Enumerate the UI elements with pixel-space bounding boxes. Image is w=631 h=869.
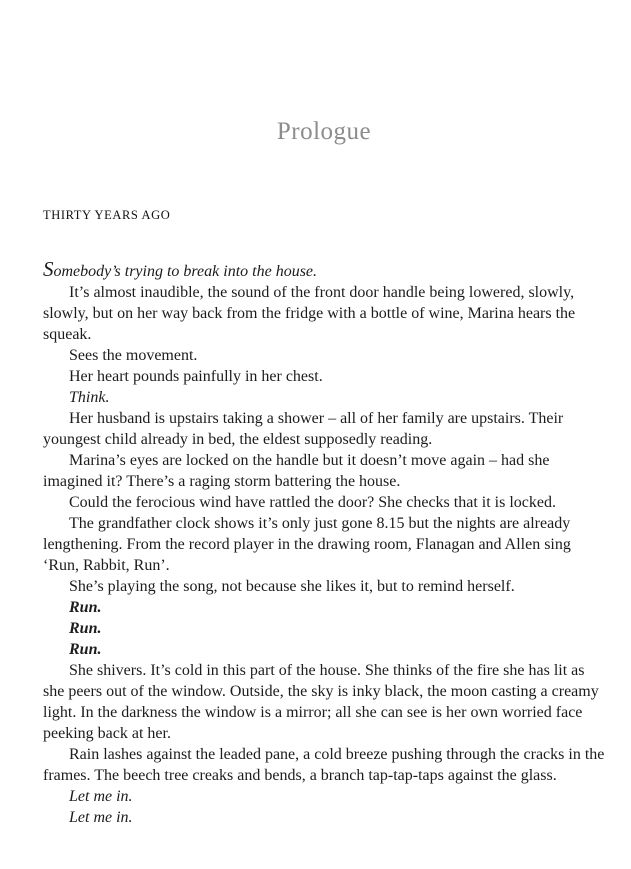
paragraph: Her heart pounds painfully in her chest. bbox=[69, 368, 323, 385]
paragraph: Sees the movement. bbox=[69, 347, 198, 364]
chapter-title: Prologue bbox=[276, 118, 372, 145]
paragraph: Could the ferocious wind have rattled the door? She checks that it is locked. bbox=[69, 494, 556, 511]
paragraph: Let me in. bbox=[69, 809, 133, 826]
paragraph: Think. bbox=[69, 389, 110, 406]
body-text bbox=[43, 259, 605, 828]
section-heading: THIRTY YEARS AGO bbox=[43, 208, 171, 222]
paragraph: Her husband is upstairs taking a shower – all of her family are upstairs. Their youngest child already in bed, the eldest supposedly reading. bbox=[43, 410, 564, 448]
paragraph: The grandfather clock shows it’s only just gone 8.15 but the nights are already lengthening. From the record player in the drawing room, Flanagan and Allen sing ‘Run, Rabbit, Run’. bbox=[43, 515, 571, 574]
paragraph: Somebody’s trying to break into the house. bbox=[43, 257, 318, 281]
paragraph: Marina’s eyes are locked on the handle but it doesn’t move again – had she imagined it? There’s a raging storm battering the house. bbox=[43, 452, 550, 490]
paragraph: She shivers. It’s cold in this part of the house. She thinks of the fire she has lit as she peers out of the window. Outside, the sky is inky black, the moon casting a creamy light. In the darkness the window is a mirror; all she can see is her own worried face peeking back at her. bbox=[43, 662, 599, 742]
paragraph: Run. bbox=[69, 641, 102, 658]
paragraph: It’s almost inaudible, the sound of the front door handle being lowered, slowly, slowly, but on her way back from the fridge with a bottle of wine, Marina hears the squeak. bbox=[43, 284, 576, 343]
paragraph: She’s playing the song, not because she likes it, but to remind herself. bbox=[69, 578, 515, 595]
paragraph: Run. bbox=[69, 620, 102, 637]
paragraph: Let me in. bbox=[69, 788, 133, 805]
paragraph: Run. bbox=[69, 599, 102, 616]
paragraph: Rain lashes against the leaded pane, a cold breeze pushing through the cracks in the frames. The beech tree creaks and bends, a branch tap-tap-taps against the glass. bbox=[43, 746, 605, 784]
